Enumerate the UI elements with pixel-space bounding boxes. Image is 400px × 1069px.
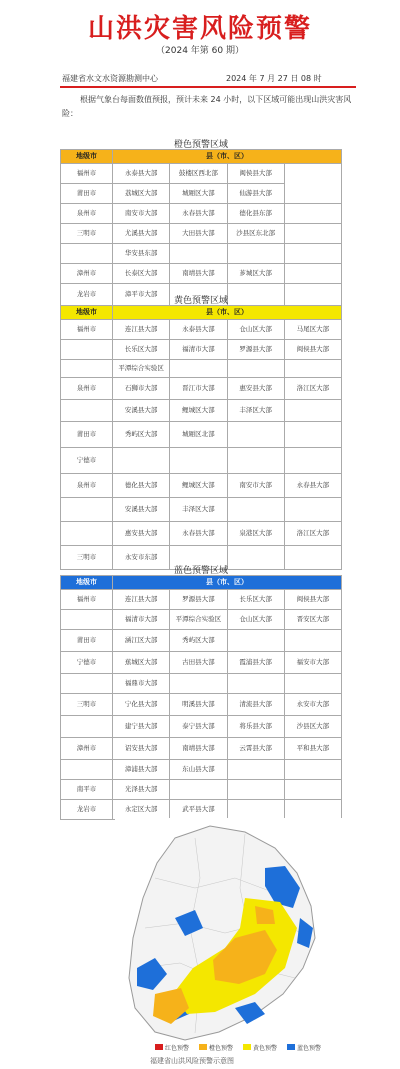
county-cell: 城厢区北部 [170,422,227,448]
county-cell [284,400,341,422]
county-cell: 洛江区大部 [284,522,341,546]
county-cell: 永泰县大部 [170,320,227,340]
column-header-city: 地级市 [61,576,113,590]
county-cell [284,204,341,224]
county-cell: 城厢区大部 [170,184,227,204]
county-cell [227,244,284,264]
county-cell: 建宁县大部 [113,716,170,738]
county-cell: 福清市大部 [170,340,227,360]
county-cell: 石狮市大部 [113,378,170,400]
county-cell: 大田县大部 [170,224,227,244]
county-cell: 漳平市大部 [113,284,170,306]
table-row [61,340,342,360]
county-cell: 永安市东部 [113,546,170,570]
county-cell: 永定区大部 [113,800,170,820]
county-cell [284,780,341,800]
county-cell: 云霄县大部 [227,738,284,760]
table-row [61,498,342,522]
county-cell [170,360,227,378]
county-cell: 安溪县大部 [113,400,170,422]
yellow-section-title: 黄色预警区域 [173,296,228,306]
county-cell [284,448,341,474]
county-cell: 鼓楼区西北部 [170,164,227,184]
county-cell: 蕉城区大部 [113,652,170,674]
legend-yellow-swatch [243,1044,251,1050]
county-cell: 长泰区大部 [113,264,170,284]
column-header-county: 县（市、区） [113,576,342,590]
county-cell: 沙县区大部 [284,716,341,738]
table-row [61,630,342,652]
issue-number: （2024 年第 60 期） [156,46,244,56]
table-row [61,800,342,820]
county-cell: 马尾区大部 [284,320,341,340]
orange-warning-table [60,149,342,306]
county-cell: 武平县大部 [170,800,227,820]
city-cell [61,760,113,780]
county-cell: 诏安县大部 [113,738,170,760]
table-row [61,610,342,630]
city-cell: 福州市 [61,320,113,340]
county-cell: 丰泽区大部 [170,498,227,522]
county-cell: 泉港区大部 [227,522,284,546]
county-cell: 沙县区东北部 [227,224,284,244]
city-cell: 宁德市 [61,448,113,474]
city-cell: 三明市 [61,694,113,716]
table-row [61,320,342,340]
county-cell [227,630,284,652]
county-cell [227,448,284,474]
table-row [61,164,342,184]
legend-blue-swatch [287,1044,295,1050]
county-cell: 福安市大部 [284,652,341,674]
county-cell [284,164,341,204]
county-cell: 长乐区大部 [227,590,284,610]
table-row [61,448,342,474]
table-row [61,360,342,378]
blue-section-title: 蓝色预警区域 [173,566,228,576]
county-cell: 福鼎市大部 [113,674,170,694]
map-caption: 福建省山洪风险预警示意图 [150,1057,234,1065]
city-cell: 宁德市 [61,652,113,674]
table-row [61,760,342,780]
county-cell [284,264,341,284]
column-header-county: 县（市、区） [113,306,342,320]
intro-text: 根据气象台每面数值预报，预计未来 24 小时，以下区域可能出现山洪灾害风险： [62,95,352,118]
city-cell: 莆田市 [61,184,113,204]
county-cell: 古田县大部 [170,652,227,674]
county-cell: 永泰县大部 [113,164,170,184]
city-cell [61,340,113,360]
legend-orange-swatch [199,1044,207,1050]
county-cell: 鲤城区大部 [170,400,227,422]
city-cell: 福州市 [61,590,113,610]
county-cell: 惠安县大部 [113,522,170,546]
county-cell [170,780,227,800]
county-cell: 晋安区大部 [284,610,341,630]
county-cell: 晋江市大部 [170,378,227,400]
county-cell: 清流县大部 [227,694,284,716]
city-cell [61,522,113,546]
county-cell: 霞浦县大部 [227,652,284,674]
county-cell: 东山县大部 [170,760,227,780]
county-cell: 永春县大部 [284,474,341,498]
county-cell: 连江县大部 [113,320,170,340]
column-header-city: 地级市 [61,150,113,164]
county-cell [227,674,284,694]
table-row [61,590,342,610]
county-cell: 南靖县大部 [170,264,227,284]
county-cell: 南靖县大部 [170,738,227,760]
table-row [61,244,342,264]
county-cell: 秀屿区大部 [113,422,170,448]
table-row [61,224,342,244]
county-cell: 鲤城区大部 [170,474,227,498]
county-cell: 明溪县大部 [170,694,227,716]
county-cell [284,360,341,378]
warning-map [115,818,345,1058]
yellow-warning-table [60,305,342,570]
issue-datetime: 2024 年 7 月 27 日 08 时 [226,74,322,83]
county-cell: 泰宁县大部 [170,716,227,738]
county-cell [227,360,284,378]
column-header-city: 地级市 [61,306,113,320]
city-cell [61,716,113,738]
county-cell: 惠安县大部 [227,378,284,400]
city-cell: 南平市 [61,780,113,800]
county-cell: 罗源县大部 [170,590,227,610]
county-cell: 永春县大部 [170,204,227,224]
table-row [61,694,342,716]
city-cell: 三明市 [61,546,113,570]
city-cell: 莆田市 [61,630,113,652]
city-cell: 漳州市 [61,264,113,284]
city-cell: 泉州市 [61,204,113,224]
city-cell: 三明市 [61,224,113,244]
county-cell [284,630,341,652]
county-cell: 宁化县大部 [113,694,170,716]
county-cell: 闽侯县大部 [227,164,284,184]
county-cell: 平潭综合实验区 [170,610,227,630]
county-cell [227,422,284,448]
page-title: 山洪灾害风险预警 [87,14,312,44]
county-cell: 永安市大部 [284,694,341,716]
city-cell: 泉州市 [61,474,113,498]
legend-yellow-label: 黄色预警 [253,1045,278,1052]
city-cell: 福州市 [61,164,113,184]
county-cell [227,760,284,780]
county-cell: 芗城区大部 [227,264,284,284]
county-cell [113,448,170,474]
legend-blue-label: 蓝色预警 [297,1045,322,1052]
red-divider [60,86,356,88]
county-cell [284,800,341,820]
column-header-county: 县（市、区） [113,150,342,164]
table-row [61,716,342,738]
legend-red-swatch [155,1044,163,1050]
city-cell [61,610,113,630]
county-cell [284,244,341,264]
city-cell [61,360,113,378]
county-cell: 将乐县大部 [227,716,284,738]
county-cell: 漳浦县大部 [113,760,170,780]
county-cell: 南安市大部 [227,474,284,498]
county-cell: 长乐区大部 [113,340,170,360]
table-row [61,474,342,498]
county-cell: 仙游县大部 [227,184,284,204]
county-cell: 南安市大部 [113,204,170,224]
table-row [61,422,342,448]
city-cell: 泉州市 [61,378,113,400]
county-cell: 华安县东部 [113,244,170,264]
county-cell: 仓山区大部 [227,320,284,340]
county-cell: 德化县东部 [227,204,284,224]
county-cell: 永春县大部 [170,522,227,546]
table-row [61,652,342,674]
blue-warning-table [60,575,342,820]
county-cell: 罗源县大部 [227,340,284,360]
city-cell: 漳州市 [61,738,113,760]
county-cell [284,674,341,694]
legend-orange-label: 橙色预警 [209,1045,234,1052]
county-cell: 安溪县大部 [113,498,170,522]
county-cell: 光泽县大部 [113,780,170,800]
county-cell: 闽侯县大部 [284,590,341,610]
issuer: 福建省水文水资源勘测中心 [62,74,158,83]
table-row [61,738,342,760]
county-cell: 仓山区大部 [227,610,284,630]
county-cell [170,448,227,474]
county-cell [284,498,341,522]
city-cell [61,674,113,694]
county-cell [170,244,227,264]
city-cell [61,244,113,264]
city-cell: 莆田市 [61,422,113,448]
county-cell: 连江县大部 [113,590,170,610]
county-cell: 闽侯县大部 [284,340,341,360]
county-cell: 秀屿区大部 [170,630,227,652]
county-cell: 平和县大部 [284,738,341,760]
city-cell: 龙岩市 [61,284,113,306]
table-row [61,378,342,400]
county-cell [284,760,341,780]
county-cell: 德化县大部 [113,474,170,498]
county-cell: 荔城区大部 [113,184,170,204]
county-cell [170,674,227,694]
county-cell: 丰泽区大部 [227,400,284,422]
county-cell: 尤溪县大部 [113,224,170,244]
table-row [61,204,342,224]
county-cell [227,780,284,800]
table-row [61,400,342,422]
county-cell: 平潭综合实验区 [113,360,170,378]
city-cell [61,400,113,422]
county-cell [227,800,284,820]
legend-red-label: 红色预警 [165,1045,190,1052]
table-row [61,780,342,800]
county-cell [284,224,341,244]
county-cell: 洛江区大部 [284,378,341,400]
table-row [61,264,342,284]
table-row [61,522,342,546]
county-cell: 涵江区大部 [113,630,170,652]
county-cell [227,498,284,522]
county-cell: 福清市大部 [113,610,170,630]
county-cell [284,422,341,448]
orange-section-title: 橙色预警区域 [173,140,228,150]
city-cell [61,498,113,522]
table-row [61,674,342,694]
city-cell: 龙岩市 [61,800,113,820]
